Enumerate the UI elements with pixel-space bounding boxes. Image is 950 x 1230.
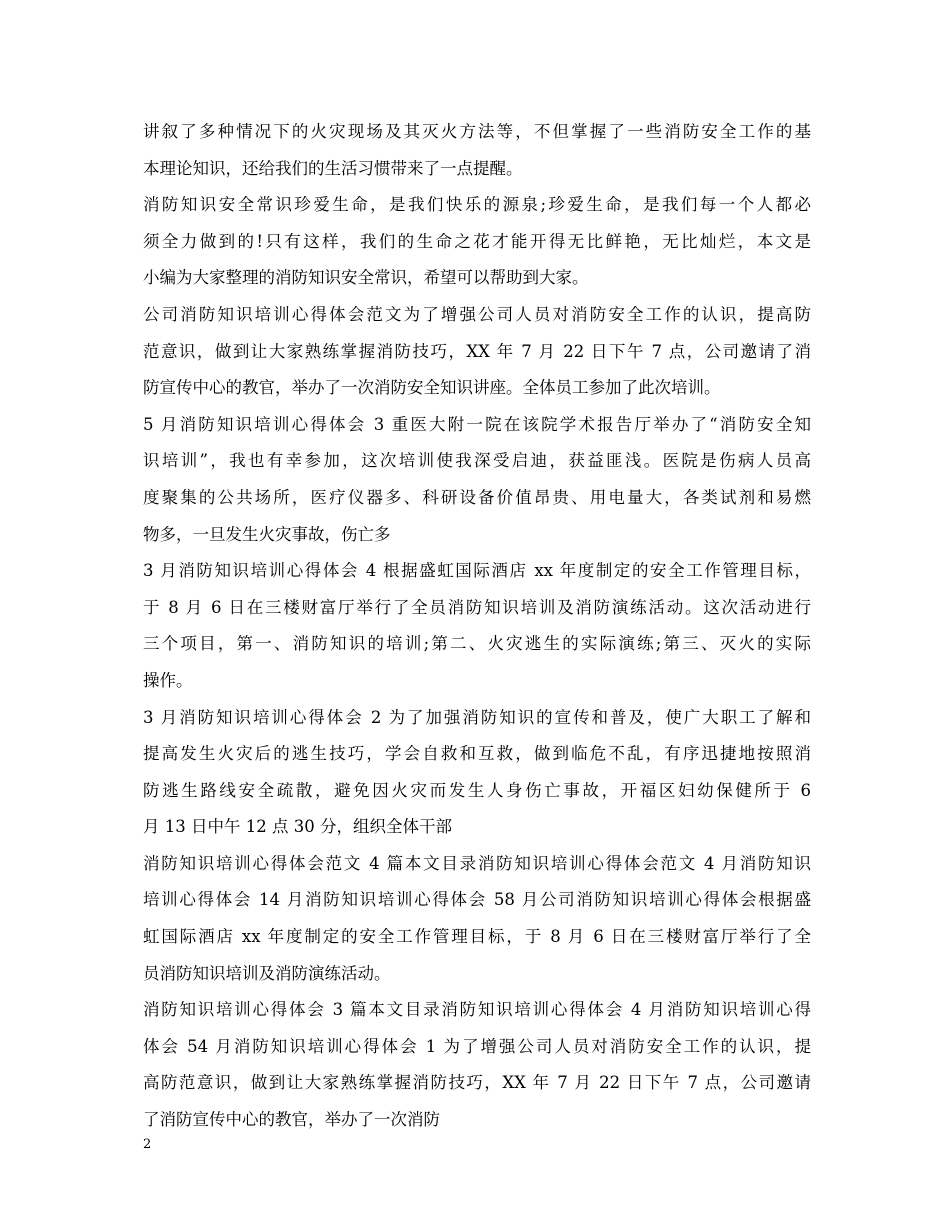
text-line: 提高发生火灾后的逃生技巧，学会自救和互救，做到临危不乱，有序迅捷地按照消	[143, 744, 811, 764]
text-line: 范意识，做到让大家熟练掌握消防技巧，XX 年 7 月 22 日下午 7 点，公司邀请了消	[143, 341, 811, 361]
text-line: 消防知识培训心得体会 3 篇本文目录消防知识培训心得体会 4 月消防知识培训心得	[143, 1000, 811, 1020]
text-line: 物多，一旦发生火灾事故，伤亡多	[143, 524, 391, 544]
text-line: 高防范意识，做到让大家熟练掌握消防技巧，XX 年 7 月 22 日下午 7 点，公司邀请	[143, 1073, 811, 1093]
paragraph-1	[143, 114, 811, 187]
text-line: 须全力做到的!只有这样，我们的生命之花才能开得无比鲜艳，无比灿烂，本文是	[143, 231, 811, 251]
text-line: 于 8 月 6 日在三楼财富厅举行了全员消防知识培训及消防演练活动。这次活动进行	[143, 597, 811, 617]
text-line: 本理论知识，还给我们的生活习惯带来了一点提醒。	[143, 158, 523, 178]
paragraph-5	[143, 553, 811, 699]
text-line: 消防知识安全常识珍爱生命，是我们快乐的源泉;珍爱生命，是我们每一个人都必	[143, 195, 811, 215]
text-line: 员消防知识培训及消防演练活动。	[143, 963, 391, 983]
text-line: 培训心得体会 14 月消防知识培训心得体会 58 月公司消防知识培训心得体会根据盛	[143, 890, 811, 910]
paragraph-7	[143, 846, 811, 992]
text-line: 操作。	[143, 670, 193, 690]
text-line: 月 13 日中午 12 点 30 分，组织全体干部	[143, 817, 452, 837]
text-line: 消防知识培训心得体会范文 4 篇本文目录消防知识培训心得体会范文 4 月消防知识	[143, 853, 811, 873]
paragraph-3	[143, 297, 811, 407]
text-line: 3 月消防知识培训心得体会 2 为了加强消防知识的宣传和普及，使广大职工了解和	[143, 707, 811, 727]
page-number: 2	[143, 1137, 152, 1152]
paragraph-8	[143, 992, 811, 1138]
paragraph-4	[143, 407, 811, 553]
body-text	[143, 114, 811, 1139]
text-line: 5 月消防知识培训心得体会 3 重医大附一院在该院学术报告厅举办了“消防安全知	[143, 414, 811, 434]
text-line: 公司消防知识培训心得体会范文为了增强公司人员对消防安全工作的认识，提高防	[143, 304, 811, 324]
text-line: 3 月消防知识培训心得体会 4 根据盛虹国际酒店 xx 年度制定的安全工作管理目标，	[143, 561, 811, 581]
text-line: 小编为大家整理的消防知识安全常识，希望可以帮助到大家。	[143, 268, 589, 288]
text-line: 度聚集的公共场所，医疗仪器多、科研设备价值昂贵、用电量大，各类试剂和易燃	[143, 487, 811, 507]
text-line: 体会 54 月消防知识培训心得体会 1 为了增强公司人员对消防安全工作的认识，提	[143, 1036, 811, 1056]
text-line: 防逃生路线安全疏散，避免因火灾而发生人身伤亡事故，开福区妇幼保健所于 6	[143, 780, 811, 800]
text-line: 识培训”，我也有幸参加，这次培训使我深受启迪，获益匪浅。医院是伤病人员高	[143, 451, 811, 471]
text-line: 三个项目，第一、消防知识的培训;第二、火灾逃生的实际演练;第三、灭火的实际	[143, 634, 811, 654]
text-line: 防宣传中心的教官，举办了一次消防安全知识讲座。全体员工参加了此次培训。	[143, 378, 721, 398]
text-line: 了消防宣传中心的教官，举办了一次消防	[143, 1110, 440, 1130]
text-line: 讲叙了多种情况下的火灾现场及其灭火方法等，不但掌握了一些消防安全工作的基	[143, 122, 811, 141]
paragraph-6	[143, 700, 811, 846]
paragraph-2	[143, 187, 811, 297]
text-line: 虹国际酒店 xx 年度制定的安全工作管理目标，于 8 月 6 日在三楼财富厅举行了全	[143, 927, 811, 947]
